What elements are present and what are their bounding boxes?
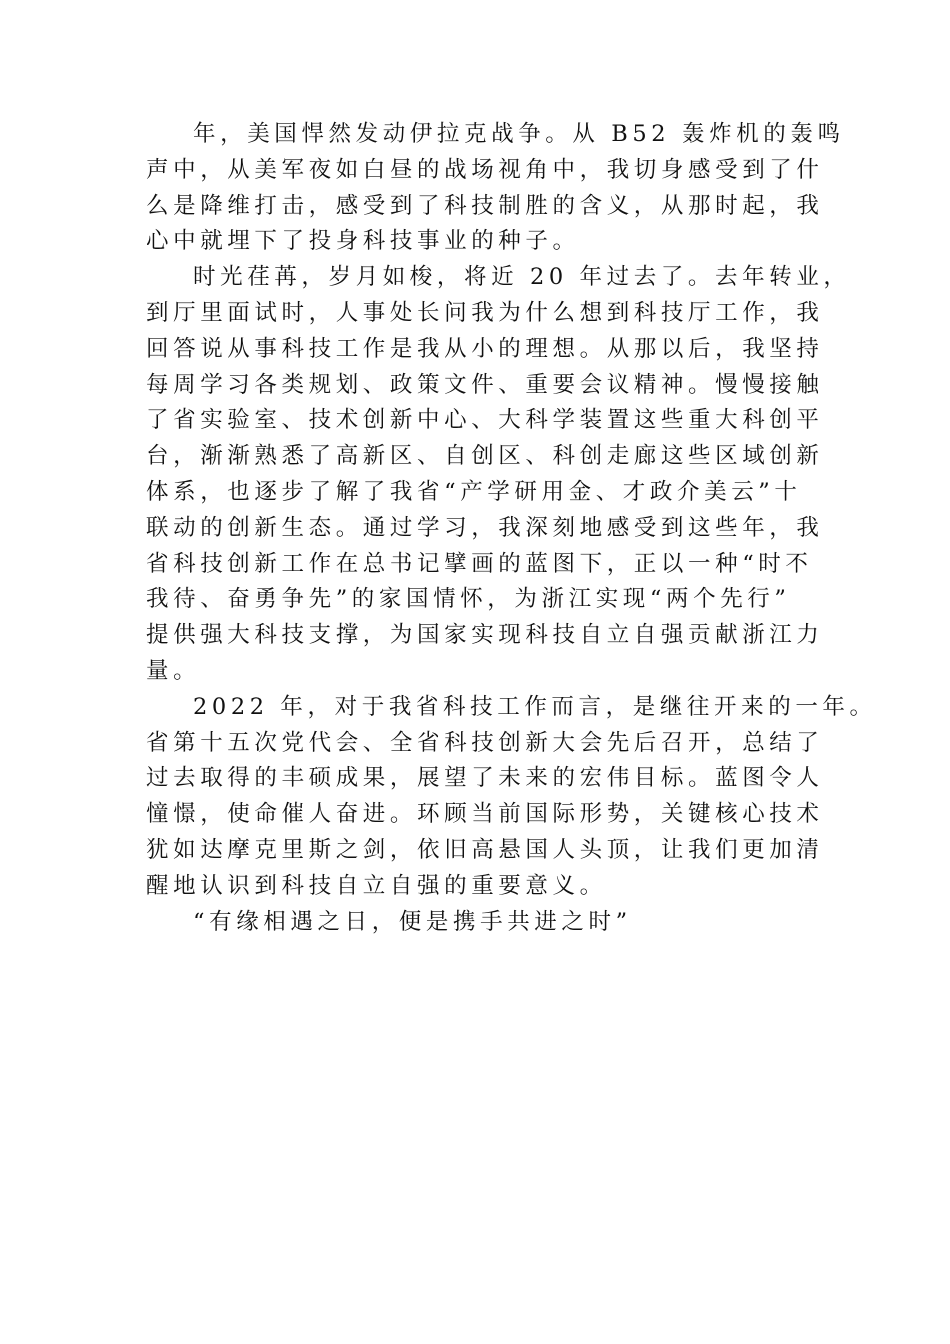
- text-line: 我待、奋勇争先”的家国情怀，为浙江实现“两个先行”: [146, 586, 791, 613]
- text-line: 了省实验室、技术创新中心、大科学装置这些重大科创平: [146, 407, 824, 434]
- paragraph-2: [146, 260, 851, 690]
- text-line: 么是降维打击，感受到了科技制胜的含义，从那时起，我: [146, 192, 824, 219]
- text-line: 省第十五次党代会、全省科技创新大会先后召开，总结了: [146, 729, 824, 756]
- text-line: 时光荏苒，岁月如梭，将近 20 年过去了。去年转业，: [193, 264, 851, 291]
- text-line: 台，渐渐熟悉了高新区、自创区、科创走廊这些区域创新: [146, 443, 824, 470]
- text-line: 省科技创新工作在总书记擘画的蓝图下，正以一种“时不: [146, 550, 813, 577]
- text-line: 年，美国悍然发动伊拉克战争。从 B52 轰炸机的轰鸣: [193, 121, 845, 147]
- text-line: 每周学习各类规划、政策文件、重要会议精神。慢慢接触: [146, 371, 824, 398]
- text-line: 2022 年，对于我省科技工作而言，是继往开来的一年。: [193, 693, 877, 720]
- text-line: 量。: [146, 657, 201, 684]
- text-line: 提供强大科技支撑，为国家实现科技自立自强贡献浙江力: [146, 622, 824, 649]
- text-line: 过去取得的丰硕成果，展望了未来的宏伟目标。蓝图令人: [146, 765, 824, 792]
- paragraph-1: [146, 117, 846, 260]
- text-line: 醒地认识到科技自立自强的重要意义。: [146, 872, 607, 899]
- text-line: 心中就埋下了投身科技事业的种子。: [146, 228, 580, 255]
- paragraph-4: [146, 905, 846, 941]
- text-line: 体系，也逐步了解了我省“产学研用金、才政介美云”十: [146, 478, 802, 505]
- text-line: 犹如达摩克里斯之剑，依旧高悬国人头顶，让我们更加清: [146, 836, 824, 863]
- body-text: [146, 117, 877, 940]
- paragraph-3: [146, 690, 877, 905]
- text-line: 到厅里面试时，人事处长问我为什么想到科技厅工作，我: [146, 299, 824, 326]
- text-line: 声中，从美军夜如白昼的战场视角中，我切身感受到了什: [146, 156, 824, 183]
- text-line: 联动的创新生态。通过学习，我深刻地感受到这些年，我: [146, 514, 824, 541]
- text-line: “有缘相遇之日，便是携手共进之时”: [193, 908, 632, 935]
- text-line: 回答说从事科技工作是我从小的理想。从那以后，我坚持: [146, 335, 824, 362]
- text-line: 憧憬，使命催人奋进。环顾当前国际形势，关键核心技术: [146, 801, 824, 828]
